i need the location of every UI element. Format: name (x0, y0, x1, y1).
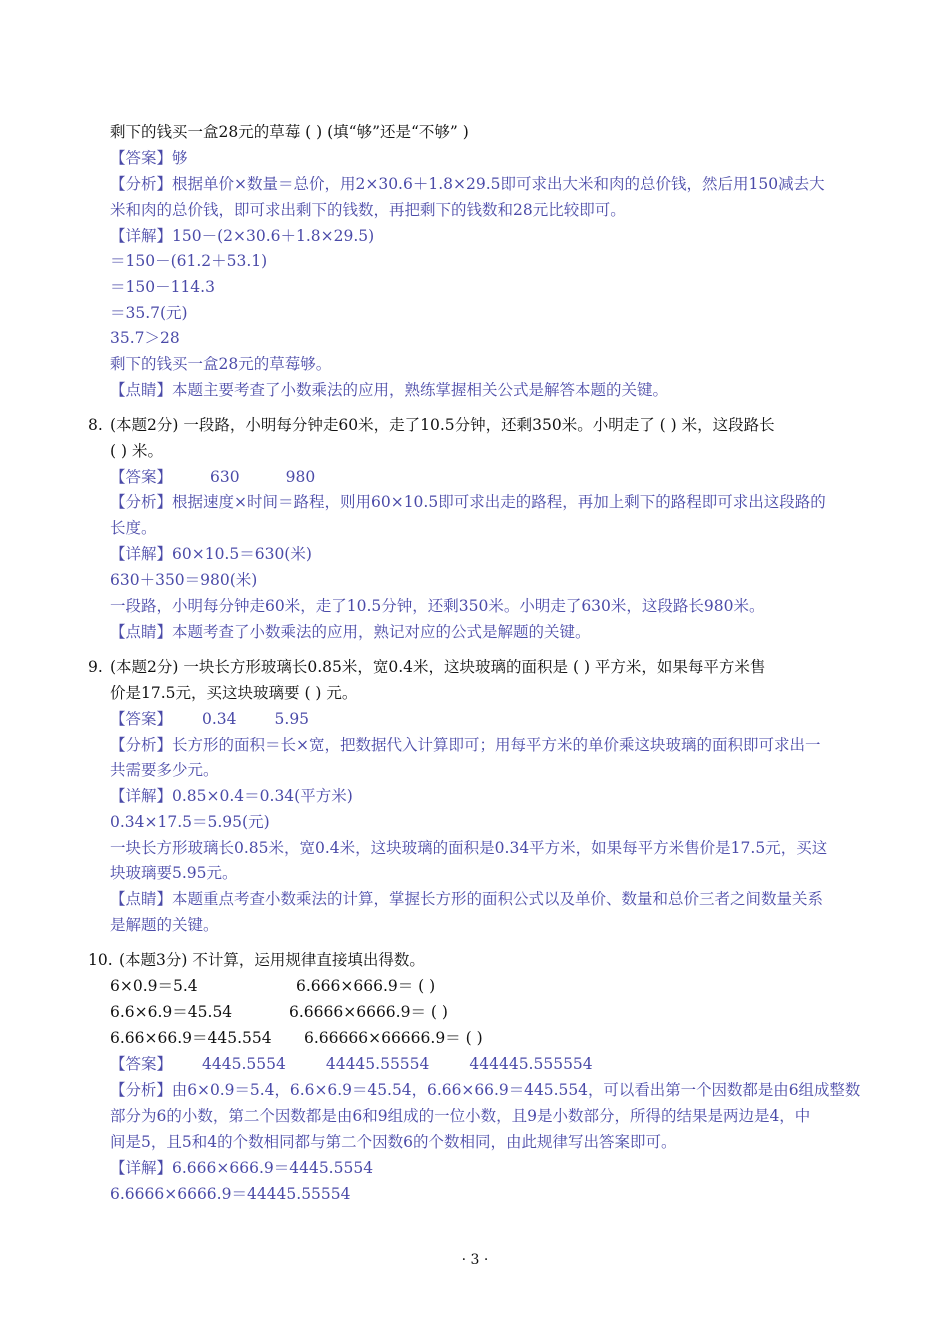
q10-answer-label: 【答案】 (110, 1055, 173, 1073)
q10-equation-1a: 6×0.9＝5.4 (110, 977, 198, 995)
q9-answer (110, 708, 309, 730)
q7-detail-line3: ＝150－114.3 (110, 278, 215, 296)
q8-stem-line2: ( ) 米。 (110, 442, 163, 460)
q8-stem-line1: (本题2分) 一段路，小明每分钟走60米，走了10.5分钟，还剩350米。小明走了 ( ) 米，这段路长 (110, 416, 775, 434)
q7-detail-line5: 35.7＞28 (110, 329, 180, 347)
q9-answer-label: 【答案】 (110, 710, 173, 728)
q8-analysis-line1: 【分析】根据速度×时间＝路程，则用60×10.5即可求出走的路程，再加上剩下的路程即可求出这段路的 (110, 493, 826, 511)
q10-equation-2a: 6.6×6.9＝45.54 (110, 1003, 233, 1021)
q9-detail-line1: 【详解】0.85×0.4＝0.34(平方米) (110, 787, 353, 805)
q9-analysis-line2: 共需要多少元。 (110, 761, 219, 779)
q7-detail-line6: 剩下的钱买一盒28元的草莓够。 (110, 355, 332, 373)
q10-answer-3: 444445.555554 (469, 1055, 593, 1073)
q9-answer-1: 0.34 (202, 710, 237, 728)
q9-comment-line2: 是解题的关键。 (110, 916, 219, 934)
q8-detail-line1: 【详解】60×10.5＝630(米) (110, 545, 312, 563)
q9-stem-line2: 价是17.5元，买这块玻璃要 ( ) 元。 (110, 684, 358, 702)
q9-stem-line1: (本题2分) 一块长方形玻璃长0.85米，宽0.4米，这块玻璃的面积是 ( ) 平方米，如果每平方米售 (110, 658, 766, 676)
q10-detail-line1: 【详解】6.666×666.9＝4445.5554 (110, 1159, 374, 1177)
q7-detail-line1: 【详解】150－(2×30.6＋1.8×29.5) (110, 227, 375, 245)
q8-answer-2: 980 (285, 468, 316, 486)
q10-analysis-line3: 间是5，且5和4的个数相同都与第二个因数6的个数相同，由此规律写出答案即可。 (110, 1133, 677, 1151)
q10-analysis-line1: 【分析】由6×0.9＝5.4，6.6×6.9＝45.54，6.66×66.9＝445.554，可以看出第一个因数都是由6组成整数 (110, 1081, 861, 1099)
q7-analysis-line1: 【分析】根据单价×数量＝总价，用2×30.6＋1.8×29.5即可求出大米和肉的总价钱，然后用150减去大 (110, 175, 825, 193)
q8-answer-label: 【答案】 (110, 468, 173, 486)
q9-detail-line2: 0.34×17.5＝5.95(元) (110, 813, 270, 831)
q10-answer-2: 44445.55554 (325, 1055, 430, 1073)
q9-number: 9. (88, 658, 103, 676)
q10-answer (110, 1053, 593, 1075)
q10-answer-1: 4445.5554 (202, 1055, 286, 1073)
q8-detail-line2: 630＋350＝980(米) (110, 571, 258, 589)
q10-equation-2b: 6.6666×6666.9＝ ( ) (289, 1003, 448, 1021)
q7-comment: 【点睛】本题主要考查了小数乘法的应用，熟练掌握相关公式是解答本题的关键。 (110, 381, 669, 399)
q8-analysis-line2: 长度。 (110, 519, 157, 537)
q7-analysis-line2: 米和肉的总价钱，即可求出剩下的钱数，再把剩下的钱数和28元比较即可。 (110, 201, 626, 219)
q8-comment: 【点睛】本题考查了小数乘法的应用，熟记对应的公式是解题的关键。 (110, 623, 591, 641)
q7-detail-line2: ＝150－(61.2＋53.1) (110, 252, 268, 270)
q9-answer-2: 5.95 (274, 710, 310, 728)
q10-equation-3b: 6.66666×66666.9＝ ( ) (304, 1029, 483, 1047)
q7-answer: 【答案】够 (110, 149, 188, 167)
q10-detail-line2: 6.6666×6666.9＝44445.55554 (110, 1185, 351, 1203)
q10-stem: (本题3分) 不计算，运用规律直接填出得数。 (119, 951, 425, 969)
q9-detail-line4: 块玻璃要5.95元。 (110, 864, 238, 882)
q10-equation-3a: 6.66×66.9＝445.554 (110, 1029, 272, 1047)
q7-stem-tail: 剩下的钱买一盒28元的草莓 ( ) (填“够”还是“不够” ) (110, 123, 469, 141)
q8-answer-1: 630 (210, 468, 240, 486)
q9-detail-line3: 一块长方形玻璃长0.85米，宽0.4米，这块玻璃的面积是0.34平方米，如果每平方米售价是17.5元，买这 (110, 839, 828, 857)
q8-detail-line3: 一段路，小明每分钟走60米，走了10.5分钟，还剩350米。小明走了630米，这段路长980米。 (110, 597, 765, 615)
q10-analysis-line2: 部分为6的小数，第二个因数都是由6和9组成的一位小数，且9是小数部分，所得的结果是两边是4，中 (110, 1107, 811, 1125)
q9-comment-line1: 【点睛】本题重点考查小数乘法的计算，掌握长方形的面积公式以及单价、数量和总价三者之间数量关系 (110, 890, 824, 908)
q10-equation-1b: 6.666×666.9＝ ( ) (296, 977, 436, 995)
q10-number: 10. (88, 951, 113, 969)
page-number: · 3 · (461, 1252, 489, 1268)
q8-answer (110, 466, 315, 488)
q7-detail-line4: ＝35.7(元) (110, 304, 188, 322)
q8-number: 8. (88, 416, 103, 434)
q9-analysis-line1: 【分析】长方形的面积＝长×宽，把数据代入计算即可；用每平方米的单价乘这块玻璃的面积即可求出一 (110, 736, 821, 754)
